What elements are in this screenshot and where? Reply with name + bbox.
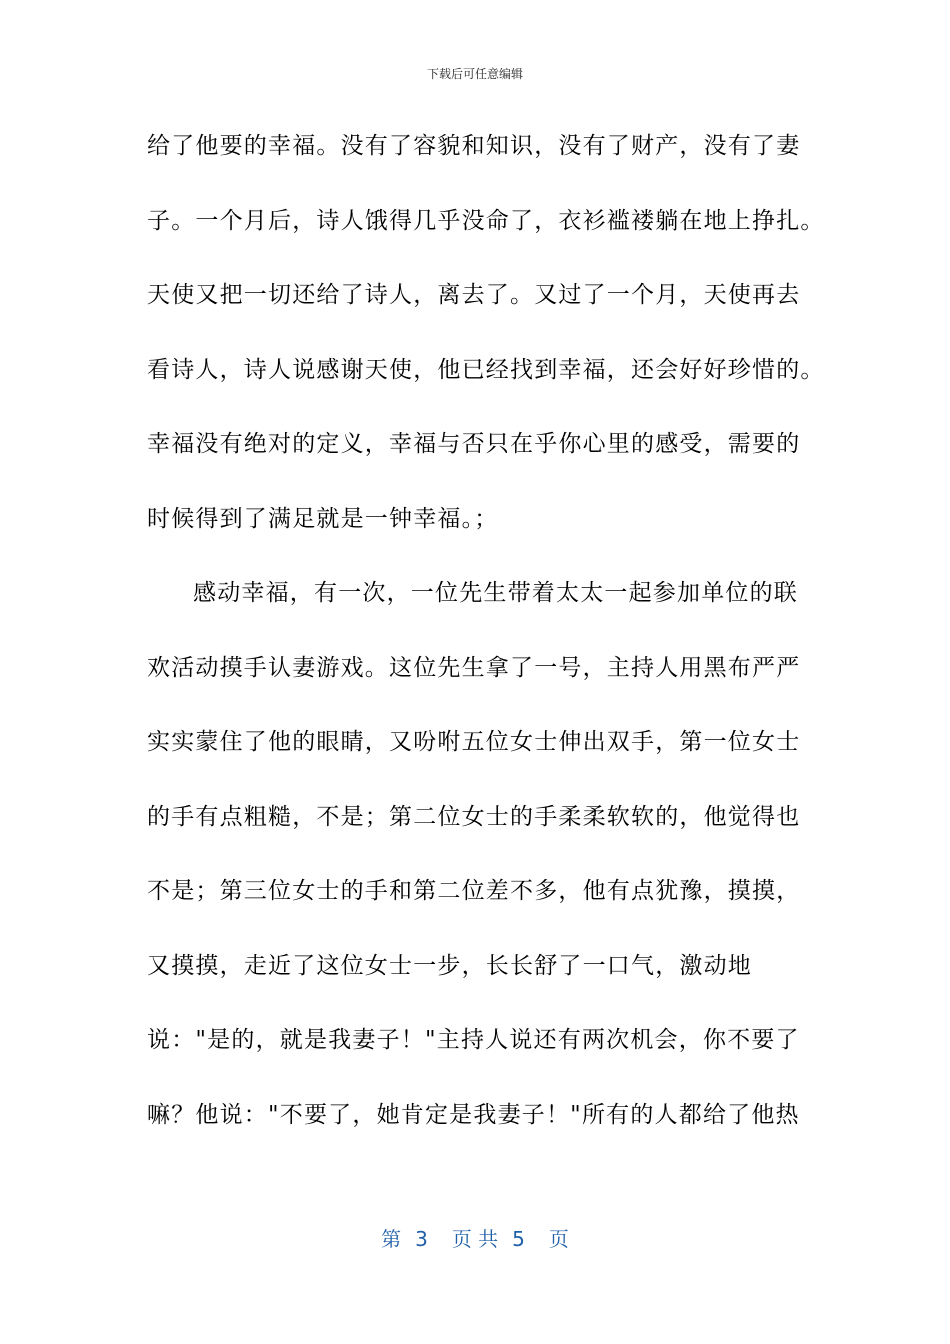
text-line-14: 嘛？他说："不要了，她肯定是我妻子！"所有的人都给了他热 <box>147 1101 800 1128</box>
current-page-number: 3 <box>415 1227 428 1251</box>
text-line-6: 时候得到了满足就是一钟幸福。； <box>147 505 499 532</box>
text-line-3: 天使又把一切还给了诗人，离去了。又过了一个月，天使再去 <box>147 282 801 308</box>
text-line-10: 的手有点粗糙，不是；第二位女士的手柔柔软软的，他觉得也 <box>147 803 801 830</box>
text-line-12: 又摸摸，走近了这位女士一步，长长舒了一口气，激动地 <box>147 952 752 979</box>
text-line-9: 实实蒙住了他的眼睛，又吩咐五位女士伸出双手，第一位女士 <box>147 729 801 755</box>
page-footer <box>0 1226 950 1252</box>
text-line-1: 给了他要的幸福。没有了容貌和知识，没有了财产，没有了妻 <box>147 133 801 159</box>
page-header: 下载后可任意编辑 <box>426 67 523 81</box>
footer-middle: 页 共 <box>451 1227 499 1251</box>
total-pages-number: 5 <box>512 1227 525 1251</box>
text-line-2: 子。一个月后，诗人饿得几乎没命了，衣衫褴褛躺在地上挣扎。 <box>147 207 825 234</box>
text-line-4: 看诗人，诗人说感谢天使，他已经找到幸福，还会好好珍惜的。 <box>147 356 825 383</box>
footer-suffix: 页 <box>548 1227 569 1251</box>
footer-prefix: 第 <box>381 1227 402 1251</box>
paragraph-start-line: 感动幸福，有一次，一位先生带着太太一起参加单位的联 <box>193 580 798 606</box>
text-line-11: 不是；第三位女士的手和第二位差不多，他有点犹豫，摸摸， <box>147 878 801 904</box>
text-line-8: 欢活动摸手认妻游戏。这位先生拿了一号，主持人用黑布严严 <box>147 654 801 681</box>
document-body <box>147 126 825 1169</box>
text-line-5: 幸福没有绝对的定义，幸福与否只在乎你心里的感受，需要的 <box>147 431 801 457</box>
text-line-13: 说："是的，就是我妻子！"主持人说还有两次机会，你不要了 <box>147 1027 800 1053</box>
